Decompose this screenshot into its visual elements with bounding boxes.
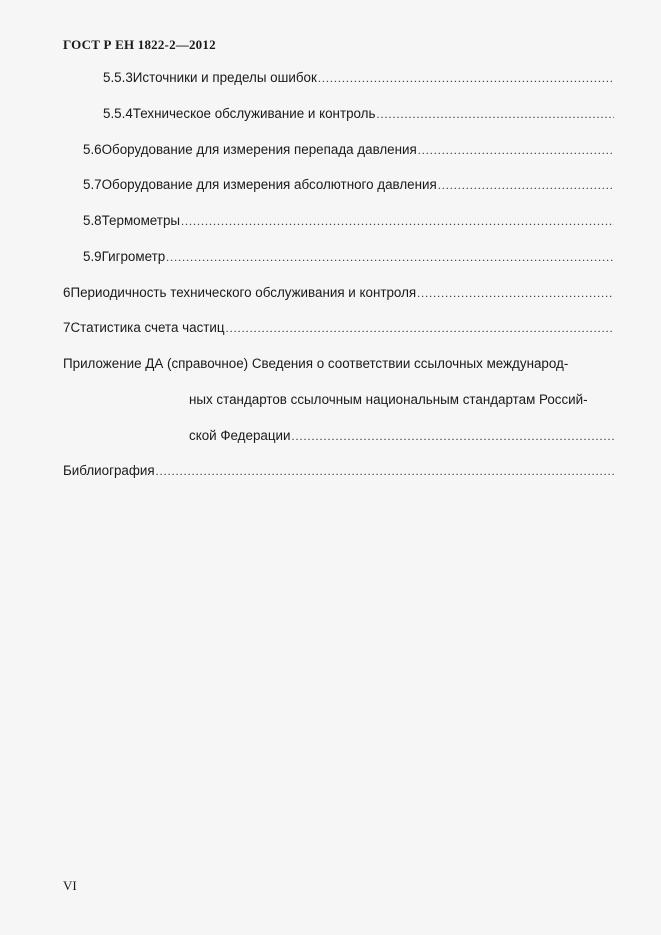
toc-entry-number: 5.5.3	[103, 70, 133, 85]
toc-entry-number: 5.5.4	[103, 106, 133, 121]
toc-leader-dots	[166, 250, 614, 265]
toc-entry-title: Периодичность технического обслуживания и контроля	[70, 285, 417, 300]
toc-entry-number: 6	[63, 285, 71, 300]
toc-entry-5-9[interactable]	[83, 249, 614, 269]
toc-annex-line-1[interactable]: Приложение ДА (справочное) Сведения о соответствии ссылочных международ-	[63, 356, 569, 371]
toc-leader-dots	[438, 178, 614, 193]
toc-leader-dots	[156, 464, 614, 479]
toc-entry-title: Статистика счета частиц	[70, 320, 225, 335]
toc-leader-dots	[417, 286, 614, 301]
toc-entry-title: Библиография	[63, 463, 155, 478]
toc-entry-title: Источники и пределы ошибок	[132, 70, 317, 85]
toc-entry-5-7[interactable]	[83, 177, 614, 197]
toc-leader-dots	[376, 107, 614, 122]
toc-annex-line-2[interactable]: ных стандартов ссылочным национальным стандартам Россий-	[189, 392, 588, 407]
toc-entry-title: Техническое обслуживание и контроль	[132, 106, 376, 121]
toc-entry-number: 5.7	[83, 177, 102, 192]
toc-annex-line-3[interactable]	[189, 428, 614, 448]
toc-entry-number: 5.6	[83, 142, 102, 157]
toc-leader-dots	[318, 71, 614, 86]
toc-entry-title: Термометры	[101, 213, 181, 228]
toc-leader-dots	[291, 429, 614, 444]
toc-entry-bibliography[interactable]	[63, 463, 614, 483]
toc-entry-number: 7	[63, 320, 71, 335]
toc-entry-title: Оборудование для измерения перепада давления	[101, 142, 417, 157]
toc-entry-number: 5.8	[83, 213, 102, 228]
toc-leader-dots	[418, 143, 614, 158]
page-number: VI	[63, 878, 77, 893]
toc-entry-5-6[interactable]	[83, 142, 614, 162]
toc-entry-title: Оборудование для измерения абсолютного давления	[101, 177, 437, 192]
toc-entry-6[interactable]	[63, 285, 614, 305]
toc-entry-7[interactable]	[63, 320, 614, 340]
toc-entry-title: Гигрометр	[101, 249, 166, 264]
toc-entry-5-5-3[interactable]	[103, 70, 614, 90]
toc-leader-dots	[226, 321, 614, 336]
page-header: ГОСТ Р ЕН 1822-2—2012	[63, 37, 216, 52]
toc-entry-number: 5.9	[83, 249, 102, 264]
toc-entry-5-5-4[interactable]	[103, 106, 614, 126]
toc-entry-5-8[interactable]	[83, 213, 614, 233]
toc-entry-title: ской Федерации	[189, 428, 291, 443]
toc-leader-dots	[181, 214, 614, 229]
